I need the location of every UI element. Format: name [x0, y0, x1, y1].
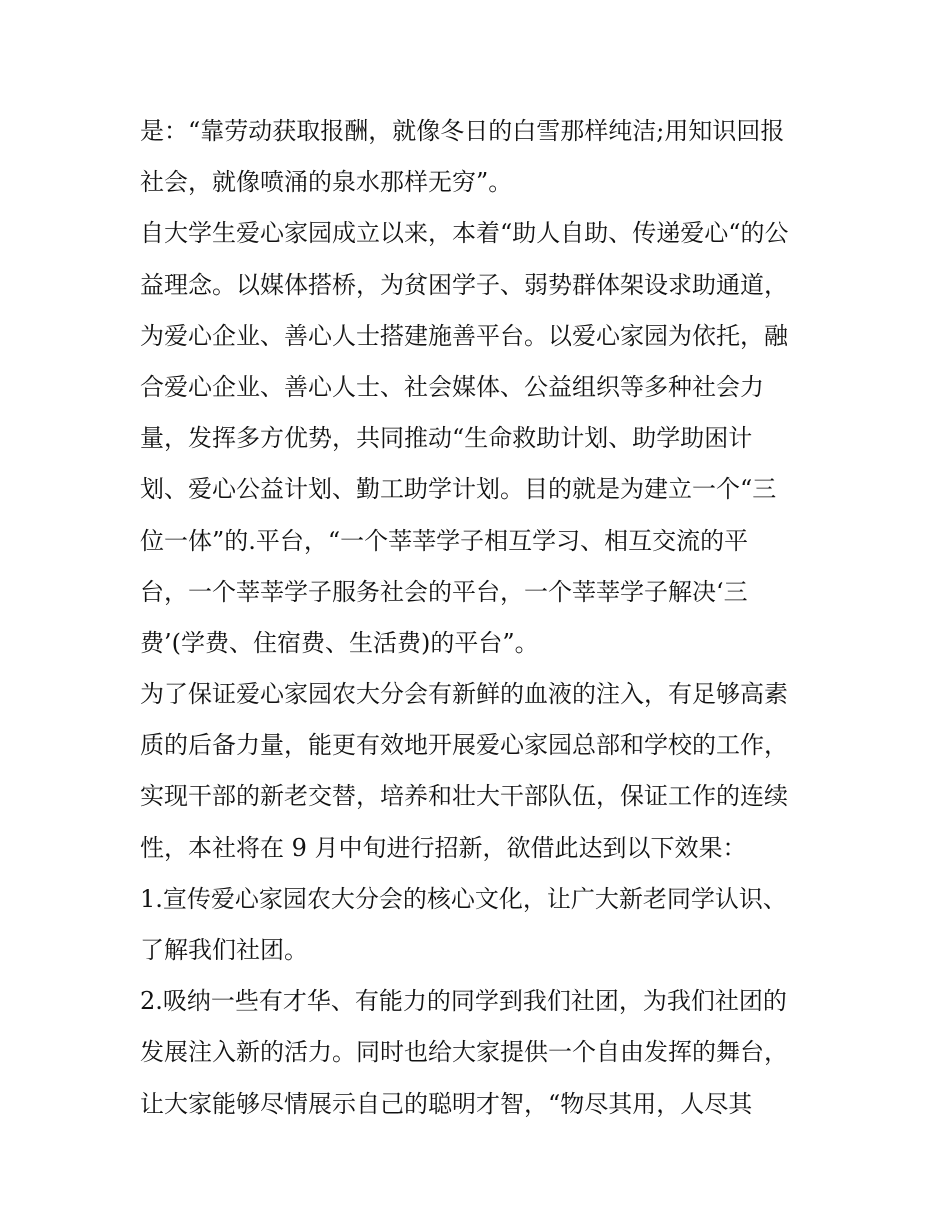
text-line: 费’(学费、住宿费、生活费)的平台”。: [140, 628, 539, 657]
text-line: 实现干部的新老交替，培养和壮大干部队伍，保证工作的连续: [140, 782, 788, 811]
text-line: 让大家能够尽情展示自己的聪明才智，“物尽其用，人尽其: [140, 1089, 753, 1118]
text-line: 质的后备力量，能更有效地开展爱心家园总部和学校的工作，: [140, 731, 788, 760]
text-line: 了解我们社团。: [140, 936, 308, 964]
text-line: 自大学生爱心家园成立以来，本着“助人自助、传递爱心“的公: [140, 219, 789, 248]
text-line: 社会，就像喷涌的泉水那样无穷”。: [140, 168, 513, 197]
text-line: 为了保证爱心家园农大分会有新鲜的血液的注入，有足够高素: [140, 680, 788, 709]
text-line: 合爱心企业、善心人士、社会媒体、公益组织等多种社会力: [140, 372, 764, 401]
text-line: 量，发挥多方优势，共同推动“生命救助计划、助学助困计: [140, 424, 753, 453]
text-line: 为爱心企业、善心人士搭建施善平台。以爱心家园为依托，融: [140, 321, 788, 350]
text-line: 是：“靠劳动获取报酬，就像冬日的白雪那样纯洁;用知识回报: [140, 117, 785, 145]
text-line: 发展注入新的活力。同时也给大家提供一个自由发挥的舞台，: [140, 1038, 788, 1067]
text-line: 台，一个莘莘学子服务社会的平台，一个莘莘学子解决‘三: [140, 577, 748, 606]
text-line: 2.吸纳一些有才华、有能力的同学到我们社团，为我们社团的: [140, 987, 787, 1016]
text-line: 划、爱心公益计划、勤工助学计划。目的就是为建立一个“三: [140, 475, 777, 504]
text-line: 益理念。以媒体搭桥，为贫困学子、弱势群体架设求助通道，: [140, 270, 788, 299]
body-text: [140, 106, 820, 1130]
text-line: 位一体”的.平台，“一个莘莘学子相互学习、相互交流的平: [140, 526, 749, 555]
text-line: 1.宣传爱心家园农大分会的核心文化，让广大新老同学认识、: [140, 884, 787, 913]
text-line: 性，本社将在 9 月中旬进行招新，欲借此达到以下效果：: [140, 833, 747, 862]
